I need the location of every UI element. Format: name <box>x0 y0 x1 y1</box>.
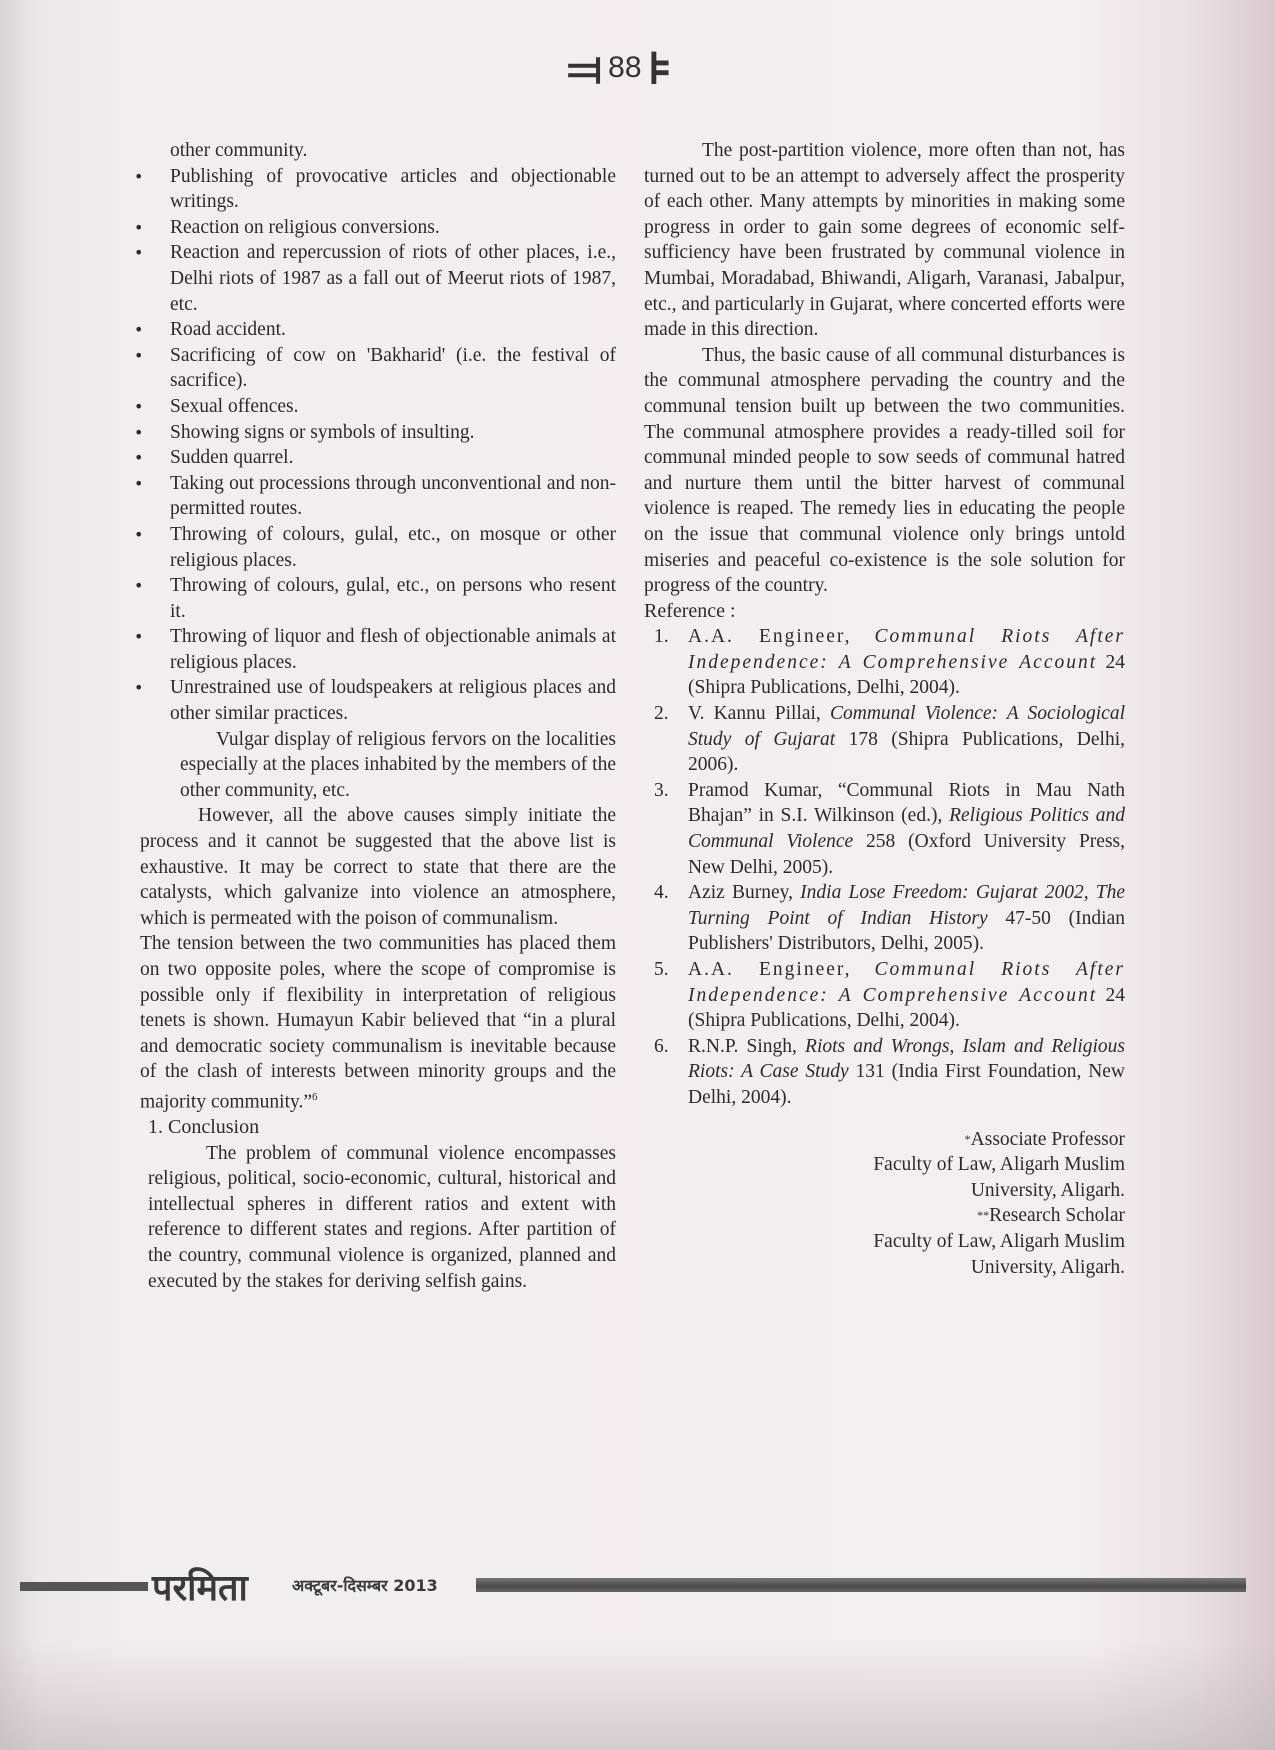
reference-details: 24 (Shipra Publications, Delhi, 2004). <box>688 984 1126 1032</box>
reference-item <box>644 957 1125 1034</box>
reference-title: India Lose Freedom: Gujarat 2002, The Turning Point of Indian History <box>688 882 1126 929</box>
page-number-text: 88 <box>608 51 642 84</box>
list-item: • Unrestrained use of loudspeakers at religious places and other similar practices. <box>140 675 616 726</box>
reference-author: R.N.P. Singh, <box>688 1035 797 1057</box>
affiliation-mark: ** <box>977 1208 990 1223</box>
scan-shadow <box>0 1640 1275 1750</box>
reference-author: A.A. Engineer, <box>688 959 852 980</box>
continued-text: other community. <box>170 140 308 161</box>
reference-title: Riots and Wrongs, Islam and Religious Riots: A Case Study <box>688 1035 1125 1083</box>
list-item: • Reaction on religious conversions. <box>140 215 616 241</box>
reference-number: 4. <box>654 882 669 904</box>
reference-details: 258 (Oxford University Press, New Delhi, 2005). <box>688 831 1126 878</box>
list-item: • Sexual offences. <box>140 394 616 420</box>
affiliation-role: Research Scholar <box>989 1205 1125 1227</box>
footer-rule-left <box>20 1582 148 1591</box>
reference-author: A.A. Engineer, <box>688 626 852 648</box>
reference-list <box>644 624 1125 1110</box>
conclusion-text: The problem of communal violence encompasses religious, political, socio-economic, cultural, historical and intellectual spheres in different ratios and extent with reference to different states and regions. After partition of the country, communal violence is organized, planned and executed by the stakes for deriving selfish gains. <box>148 1142 616 1292</box>
reference-author: Aziz Burney, <box>688 882 793 904</box>
affiliation-2-faculty: Faculty of Law, Aligarh Muslim <box>873 1230 1125 1252</box>
paragraph-tension <box>140 931 616 1115</box>
causes-list <box>140 164 616 727</box>
list-item: • Publishing of provocative articles and objectionable writings. <box>140 164 616 215</box>
reference-author: Pramod Kumar, “Communal Riots in Mau Nath Bhajan” in S.I. Wilkinson (ed.), <box>688 779 1125 827</box>
vulgar-display-text: Vulgar display of religious fervors on the localities especially at the places inhabited by the members of the other community, etc. <box>180 728 616 801</box>
paragraph-tension-text: The tension between the two communities has placed them on two opposite poles, where the scope of compromise is possible only if flexibility in interpretation of religious tenets is shown. Humayun Kabir believed that “in a plural and democratic society communalism is inevitable because of the clash of interests between minority groups and the majority community.” <box>140 933 616 1113</box>
reference-item <box>644 701 1125 778</box>
reference-title: Communal Riots After Independence: A Comprehensive Account <box>688 959 1125 1006</box>
journal-logo: परमिता <box>152 1568 248 1609</box>
reference-heading: Reference : <box>644 599 736 622</box>
left-bracket-ornament: ⫤ <box>567 41 603 95</box>
affiliation-1-role <box>644 1127 1125 1153</box>
paragraph-post-partition: The post-partition violence, more often than not, has turned out to be an attempt to adversely affect the prosperity of each other. Many attempts by minorities in making some progress in order to gain some degrees of economic self-sufficiency have been frustrated by communal violence in Mumbai, Moradabad, Bhiwandi, Aligarh, Varanasi, Jabalpur, etc., and particularly in Gujarat, where concerted efforts were made in this direction. <box>644 140 1125 341</box>
list-item: • Throwing of liquor and flesh of objectionable animals at religious places. <box>140 624 616 675</box>
affiliation-role: Associate Professor <box>970 1128 1125 1150</box>
reference-item <box>644 1034 1125 1111</box>
right-bracket-ornament: ⊧ <box>647 41 673 95</box>
reference-item <box>644 778 1125 880</box>
affiliation-1-university: University, Aligarh. <box>970 1179 1125 1201</box>
reference-details: 178 (Shipra Publications, Delhi, 2006). <box>688 728 1126 776</box>
reference-item <box>644 624 1125 701</box>
affiliation-2-role <box>644 1203 1125 1229</box>
reference-number: 6. <box>654 1035 669 1057</box>
list-item: • Showing signs or symbols of insulting. <box>140 420 616 446</box>
reference-number: 3. <box>654 779 669 801</box>
reference-title: Religious Politics and Communal Violence <box>688 805 1126 853</box>
footnote-marker: 6 <box>312 1090 318 1103</box>
affiliation-2-university: University, Aligarh. <box>970 1256 1125 1278</box>
list-item: • Sudden quarrel. <box>140 445 616 471</box>
list-item: • Reaction and repercussion of riots of other places, i.e., Delhi riots of 1987 as a fall out of Meerut riots of 1987, etc. <box>140 240 616 317</box>
paragraph-thus: Thus, the basic cause of all communal disturbances is the communal atmosphere pervading the country and the communal tension built up between the two communities. The communal atmosphere provides a ready-tilled soil for communal minded people to sow seeds of communal hatred and nurture them until the bitter harvest of communal violence is reaped. The remedy lies in educating the people on the issue that communal violence only brings untold miseries and peaceful co-existence is the sole solution for progress of the country. <box>644 344 1125 597</box>
reference-number: 1. <box>654 626 669 648</box>
affiliation-1-faculty: Faculty of Law, Aligarh Muslim <box>873 1154 1125 1176</box>
reference-details: 24 (Shipra Publications, Delhi, 2004). <box>688 651 1126 699</box>
conclusion-heading: 1. Conclusion <box>148 1116 260 1139</box>
list-item: • Throwing of colours, gulal, etc., on persons who resent it. <box>140 573 616 624</box>
list-item: • Road accident. <box>140 317 616 343</box>
page-number <box>540 42 700 94</box>
affiliation-mark: * <box>964 1131 971 1146</box>
reference-author: V. Kannu Pillai, <box>688 703 821 725</box>
left-column <box>140 138 616 1294</box>
footer-rule-right <box>476 1578 1246 1592</box>
paragraph-however: However, all the above causes simply initiate the process and it cannot be suggested that the above list is exhaustive. It may be correct to state that there are the catalysts, which galvanize into violence an atmosphere, which is permeated with the poison of communalism. <box>140 805 616 929</box>
list-item: • Taking out processions through unconventional and non-permitted routes. <box>140 471 616 522</box>
reference-title: Communal Violence: A Sociological Study of Gujarat <box>688 703 1126 750</box>
list-item: • Sacrificing of cow on 'Bakharid' (i.e. the festival of sacrifice). <box>140 343 616 394</box>
reference-number: 2. <box>654 703 669 725</box>
issue-date: अक्टूबर-दिसम्बर 2013 <box>292 1576 438 1595</box>
right-column <box>644 138 1125 1280</box>
reference-details: 47-50 (Indian Publishers' Distributors, Delhi, 2005). <box>688 907 1125 955</box>
reference-number: 5. <box>654 959 669 980</box>
page-footer <box>0 1560 1275 1610</box>
reference-details: 131 (India First Foundation, New Delhi, 2004). <box>688 1061 1126 1108</box>
reference-item <box>644 880 1125 957</box>
list-item: • Throwing of colours, gulal, etc., on mosque or other religious places. <box>140 522 616 573</box>
author-affiliations <box>644 1127 1125 1281</box>
reference-title: Communal Riots After Independence: A Comprehensive Account <box>688 626 1125 673</box>
